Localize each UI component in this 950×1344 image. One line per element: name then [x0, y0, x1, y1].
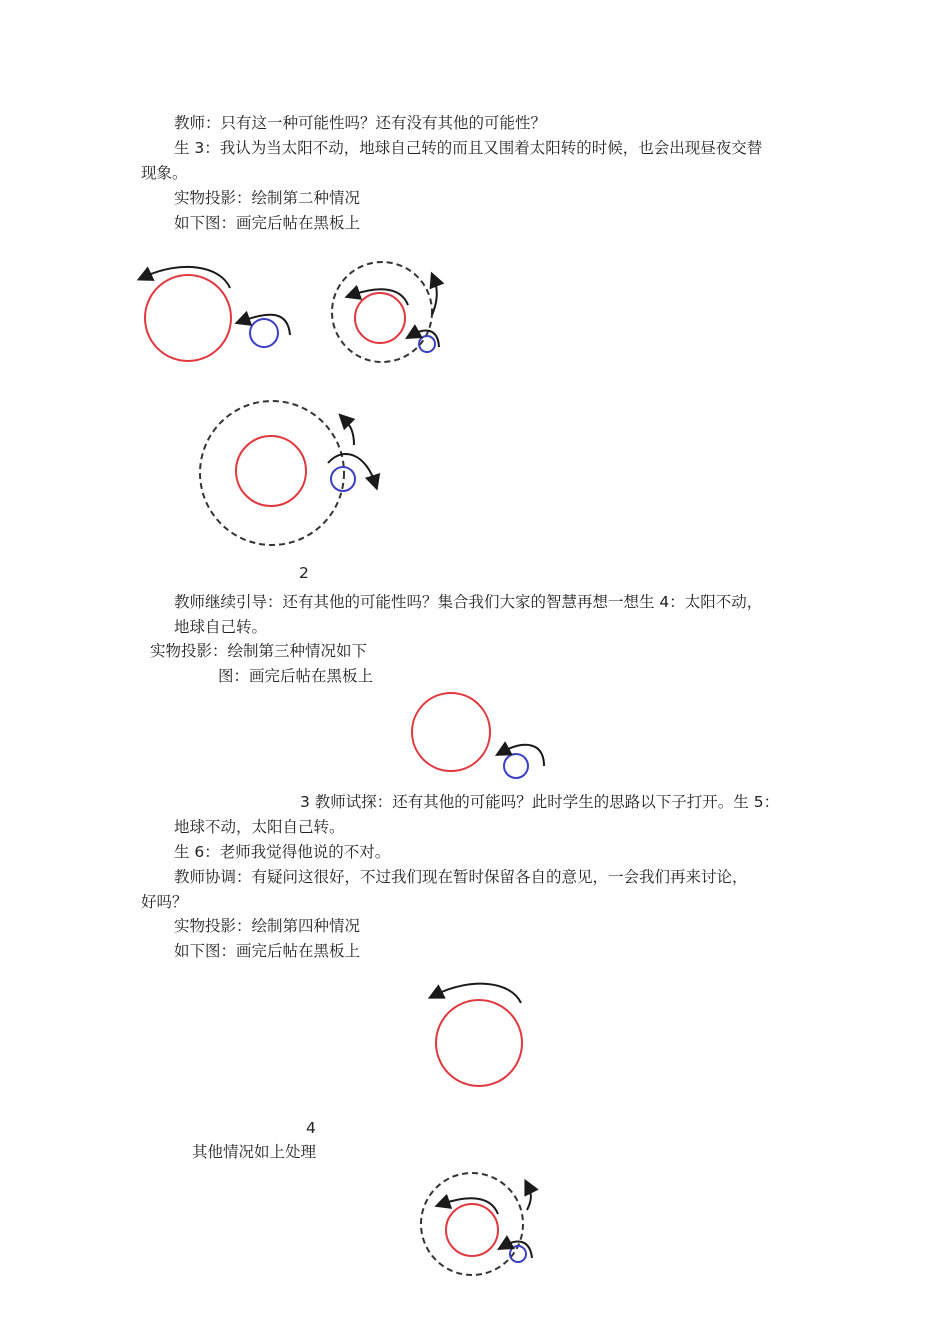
rotation-arrow [328, 454, 375, 483]
sun-circle [412, 693, 490, 771]
projection-case2-line: 实物投影：绘制第二种情况 [174, 189, 361, 207]
projection-case3-line: 实物投影：绘制第三种情况如下 [150, 642, 368, 660]
figure-2-label: 2 [299, 564, 309, 582]
student3-answer-line1: 生 3：我认为当太阳不动，地球自己转的而且又围着太阳转的时候，也会出现昼夜交替 [174, 139, 763, 157]
earth-circle [504, 754, 528, 778]
figure-caption-line: 如下图：画完后帖在黑板上 [174, 214, 361, 232]
orbit-circle [421, 1173, 523, 1275]
diagram-2a [144, 267, 290, 361]
final-diagram [410, 1170, 545, 1280]
figure-4-label: 4 [306, 1119, 316, 1137]
orbit-arrow [344, 419, 354, 445]
orbit-circle [200, 401, 344, 545]
figure-caption-line: 如下图：画完后帖在黑板上 [174, 942, 361, 960]
diagram-2b [332, 262, 439, 362]
orbit-circle [332, 262, 432, 362]
figure-caption-line: 图：画完后帖在黑板上 [218, 667, 374, 685]
student6-line: 生 6：老师我觉得他说的不对。 [174, 843, 391, 861]
diagram-2c [200, 401, 375, 545]
figure-4-diagram [425, 975, 535, 1095]
teacher-coordinate-line1: 教师协调：有疑问这很好，不过我们现在暂时保留各自的意见，一会我们再来讨论， [174, 868, 748, 886]
sun-circle [236, 436, 306, 506]
teacher-probe-line1: 3 教师试探：还有其他的可能吗？此时学生的思路以下子打开。生 5： [300, 793, 780, 811]
teacher-question-line: 教师：只有这一种可能性吗？还有没有其他的可能性？ [174, 114, 547, 132]
teacher-coordinate-line2: 好吗？ [141, 893, 188, 911]
sun-circle [436, 1000, 522, 1086]
figure-2-diagrams [130, 255, 460, 565]
sun-circle [145, 275, 231, 361]
earth-circle [250, 319, 278, 347]
sun-circle [355, 293, 405, 343]
figure-3-diagram [400, 690, 560, 785]
other-cases-line: 其他情况如上处理 [192, 1143, 317, 1161]
orbit-arrow [527, 1186, 531, 1210]
student3-answer-line2: 现象。 [141, 164, 188, 182]
projection-case4-line: 实物投影：绘制第四种情况 [174, 917, 361, 935]
teacher-probe-line2: 地球不动，太阳自己转。 [174, 818, 345, 836]
teacher-guide-line1: 教师继续引导：还有其他的可能性吗？集合我们大家的智慧再想一想生 4：太阳不动， [174, 593, 763, 611]
teacher-guide-line2: 地球自己转。 [174, 618, 268, 636]
rotation-arrow [144, 267, 230, 288]
sun-circle [446, 1204, 498, 1256]
